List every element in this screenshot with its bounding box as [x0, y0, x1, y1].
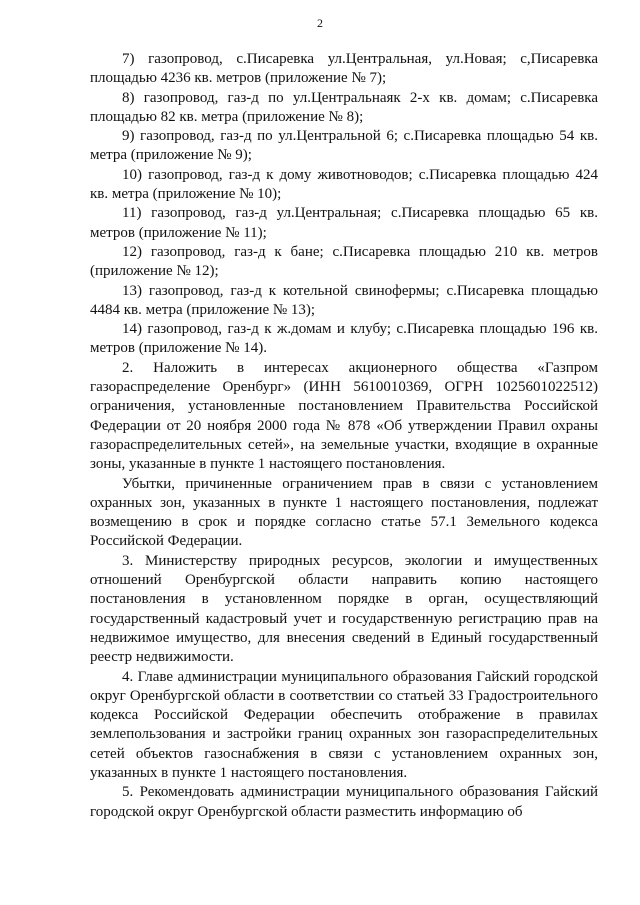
list-item-10: 10) газопровод, газ-д к дому животноводов; с.Писаревка площадью 424 кв. метра (приложение № 10); — [90, 166, 598, 203]
list-item-11: 11) газопровод, газ-д ул.Центральная; с.Писаревка площадью 65 кв. метров (приложение № 11); — [90, 205, 598, 241]
list-item-13: 13) газопровод, газ-д к котельной свинофермы; с.Писаревка площадью 4484 кв. метра (приложение № 13); — [90, 282, 598, 318]
document-body — [90, 50, 598, 822]
page-number: 2 — [317, 16, 323, 30]
list-item-8: 8) газопровод, газ-д по ул.Центральнаяк 2-х кв. домам; с.Писаревка площадью 82 кв. метра (приложение № 8); — [90, 89, 598, 125]
paragraph-clause-5: 5. Рекомендовать администрации муниципального образования Гайский городской округ Оренбургской области разместить информацию об — [90, 784, 598, 820]
list-item-14: 14) газопровод, газ-д к ж.домам и клубу; с.Писаревка площадью 196 кв. метров (приложение № 14). — [90, 321, 598, 357]
paragraph-clause-2: 2. Наложить в интересах акционерного общества «Газпром газораспределение Оренбург» (ИНН 5610010369, ОГРН 1025601022512) ограничения, установленные постановлением Правительства Российской Федерации от 20 ноября 2000 года № 878 «Об утверждении Правил охраны газораспределительных сетей», на земельные участки, входящие в охранные зоны, указанные в пункте 1 настоящего постановления. — [90, 359, 598, 473]
list-item-9: 9) газопровод, газ-д по ул.Центральной 6; с.Писаревка площадью 54 кв. метра (приложение № 9); — [90, 128, 598, 164]
paragraph-clause-4: 4. Главе администрации муниципального образования Гайский городской округ Оренбургской области в соответствии со статьей 33 Градостроительного кодекса Российской Федерации обеспечить отображение в правилах землепользования и застройки границ охранных зон газораспределительных сетей объектов газоснабжения в связи с установлением охранных зон, указанных в пункте 1 настоящего постановления. — [90, 668, 598, 781]
paragraph-clause-3: 3. Министерству природных ресурсов, экологии и имущественных отношений Оренбургской области направить копию настоящего постановления в установленном порядке в орган, осуществляющий государственный кадастровый учет и государственную регистрацию прав на недвижимое имущество, для внесения сведений в Единый государственный реестр недвижимости. — [90, 552, 598, 666]
paragraph-losses: Убытки, причиненные ограничением прав в связи с установлением охранных зон, указанных в пункте 1 настоящего постановления, подлежат возмещению в срок и порядке согласно статье 57.1 Земельного кодекса Российской Федерации. — [90, 475, 598, 550]
list-item-7: 7) газопровод, с.Писаревка ул.Центральная, ул.Новая; с,Писаревка площадью 4236 кв. метров (приложение № 7); — [90, 51, 598, 87]
list-item-12: 12) газопровод, газ-д к бане; с.Писаревка площадью 210 кв. метров (приложение № 12); — [90, 243, 598, 280]
